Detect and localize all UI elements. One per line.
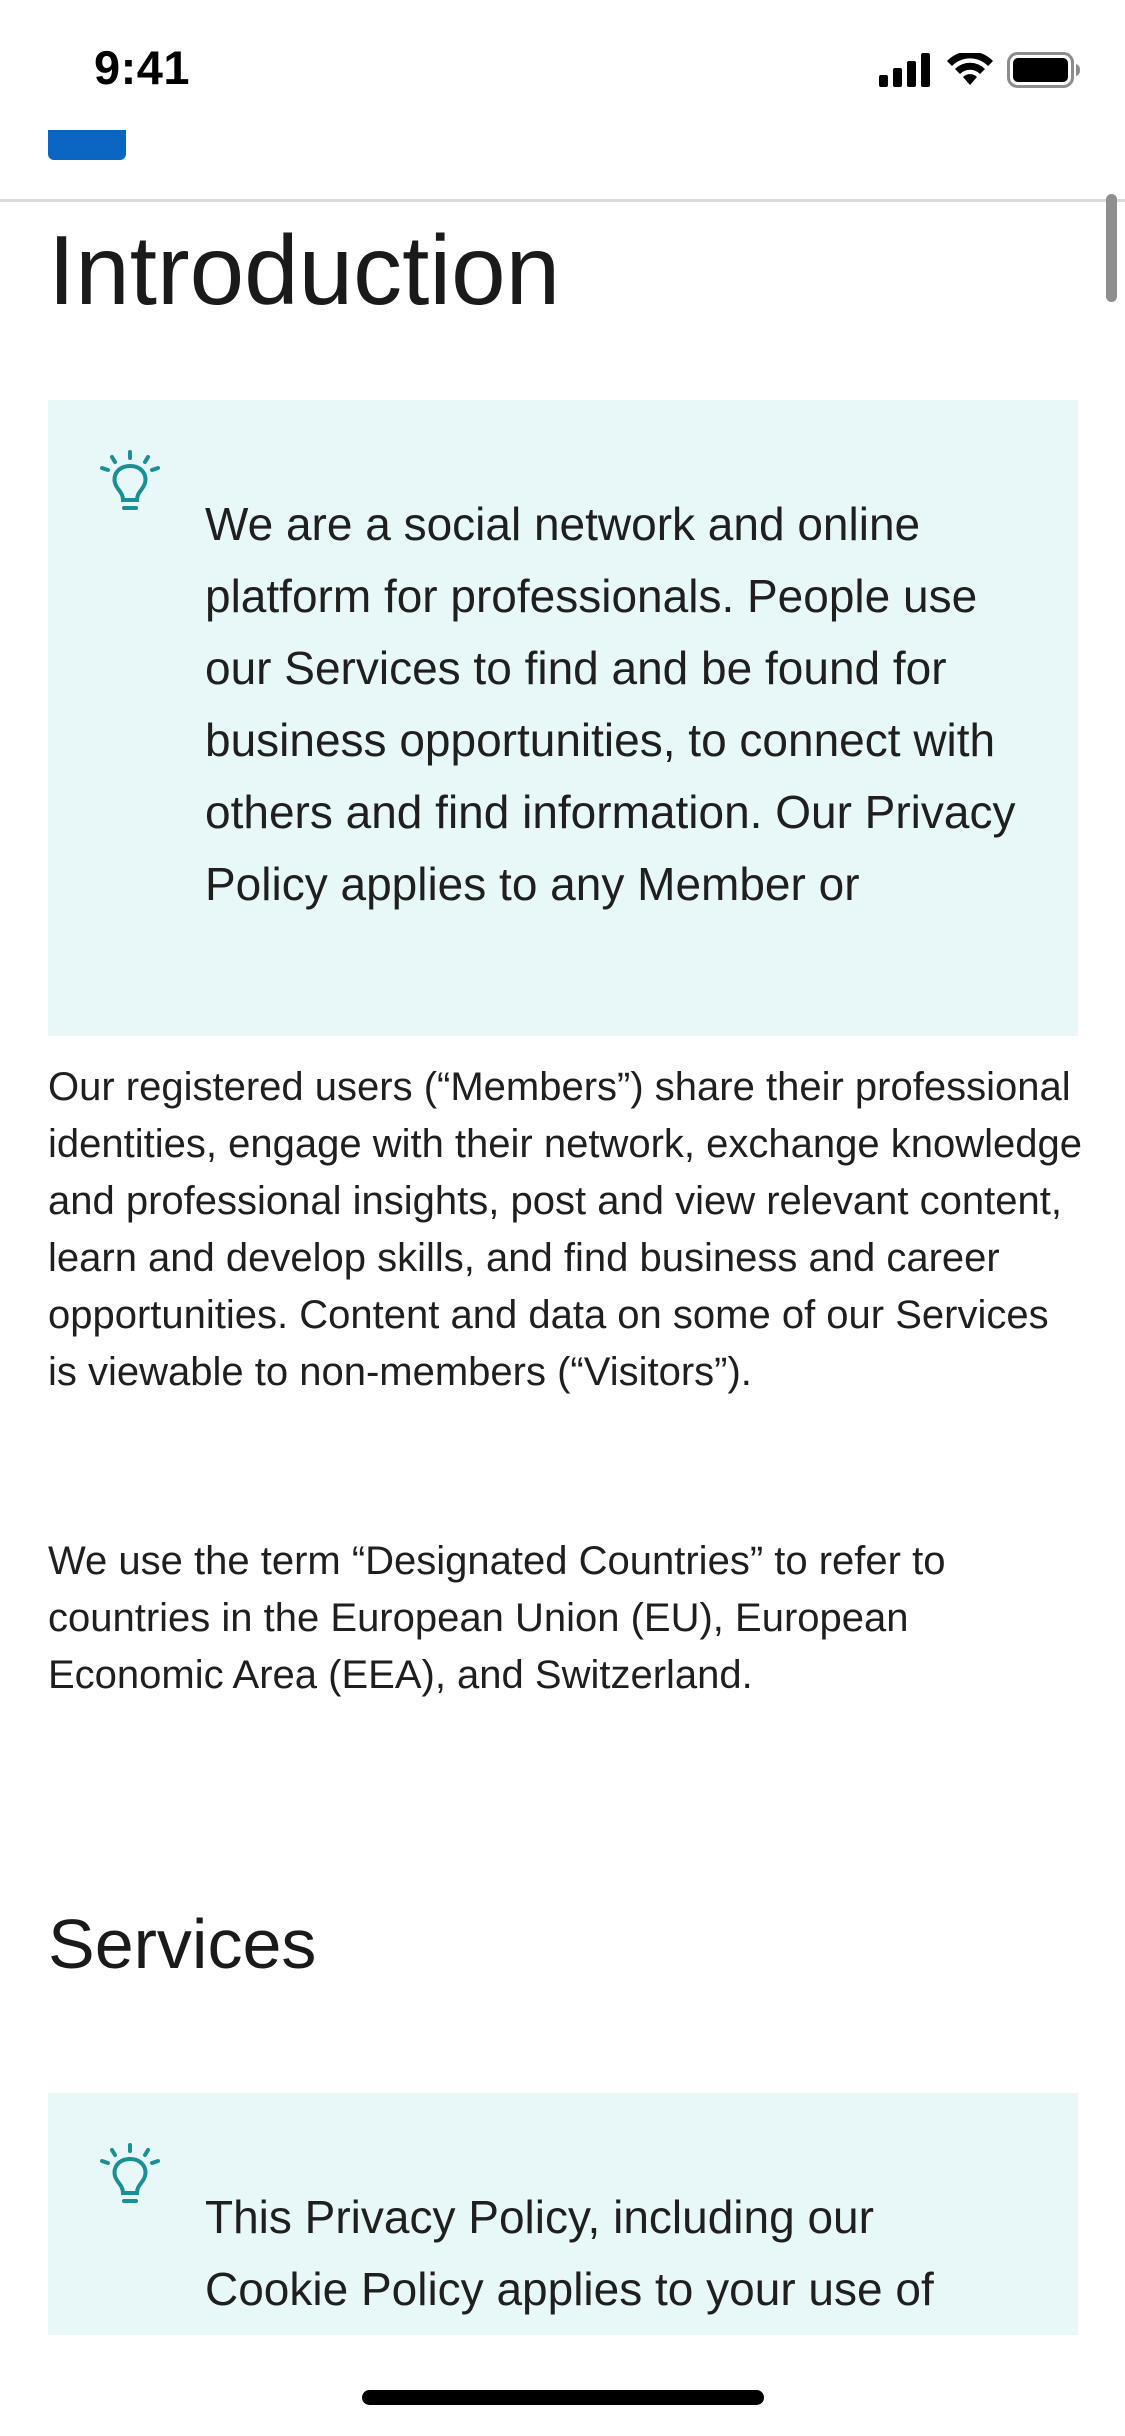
callout-text: We are a social network and online platform for professionals. People use our Services to find and be found for business opportunities, to connect with others and find information. Our Privacy Policy applies to any Member or: [205, 498, 1016, 910]
status-time: 9:41: [94, 41, 191, 94]
status-icons: [879, 50, 1081, 90]
services-callout: [48, 2093, 1078, 2335]
wifi-icon: [947, 53, 993, 87]
brand-logo[interactable]: [48, 130, 126, 160]
scrollbar-thumb[interactable]: [1106, 194, 1117, 302]
battery-icon: [1007, 52, 1081, 88]
lightbulb-icon: [100, 450, 160, 520]
members-paragraph: Our registered users (“Members”) share their professional identities, engage with their network, exchange knowledge and professional insights, post and view relevant content, learn and develop skills, and find business and career opportunities. Content and data on some of our Services is viewable to non-members (“Visitors”).: [48, 1065, 1082, 1394]
home-indicator[interactable]: [362, 2390, 764, 2405]
summary-callout: [48, 400, 1078, 1036]
designated-countries-paragraph: We use the term “Designated Countries” to refer to countries in the European Union (EU), European Economic Area (EEA), and Switzerland.: [48, 1539, 946, 1697]
page-title: Introduction: [48, 215, 561, 325]
app-header: [0, 114, 1125, 202]
lightbulb-icon: [100, 2143, 160, 2213]
status-bar: [0, 0, 1125, 132]
callout-text: This Privacy Policy, including our Cookie Policy applies to your use of: [205, 2191, 934, 2315]
section-heading-services: Services: [48, 1905, 317, 1983]
cellular-signal-icon: [879, 53, 933, 87]
